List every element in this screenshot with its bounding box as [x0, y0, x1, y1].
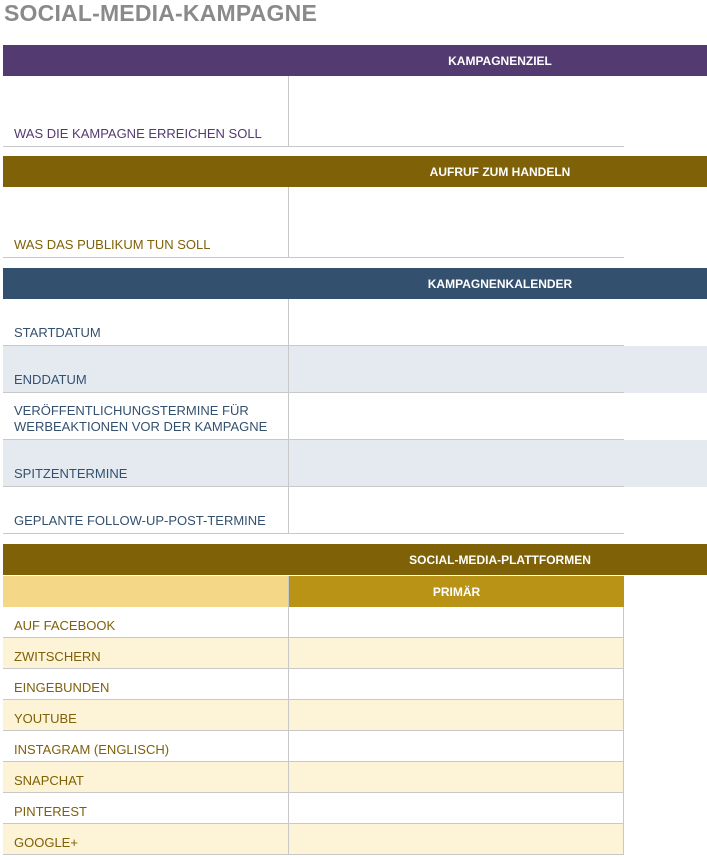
calendar-value-peak[interactable] — [289, 440, 624, 487]
platform-label-cell — [3, 793, 289, 824]
cta-label-cell — [3, 187, 289, 258]
platform-primary-instagram[interactable] — [289, 731, 624, 762]
calendar-value-followup[interactable] — [289, 487, 624, 534]
calendar-label-followup: GEPLANTE FOLLOW-UP-POST-TERMINE — [14, 513, 266, 528]
calendar-label-end: ENDDATUM — [14, 372, 87, 387]
cta-row — [3, 187, 624, 258]
platform-row — [3, 793, 624, 824]
calendar-label-start: STARTDATUM — [14, 325, 101, 340]
calendar-label-publish-line1: VERÖFFENTLICHUNGSTERMINE FÜR — [14, 403, 249, 418]
platform-label-instagram: INSTAGRAM (ENGLISCH) — [14, 742, 170, 757]
platforms-header — [3, 544, 707, 575]
calendar-label-peak: SPITZENTERMINE — [14, 466, 128, 481]
platform-label-facebook: AUF FACEBOOK — [14, 618, 116, 633]
cta-header — [3, 156, 707, 187]
platform-primary-googleplus[interactable] — [289, 824, 624, 855]
platform-primary-pinterest[interactable] — [289, 793, 624, 824]
platform-label-googleplus: GOOGLE+ — [14, 835, 78, 850]
cta-header-label: AUFRUF ZUM HANDELN — [429, 164, 571, 179]
page-title: SOCIAL-MEDIA-KAMPAGNE — [4, 0, 317, 26]
platform-label-youtube: YOUTUBE — [14, 711, 77, 726]
platform-label-cell — [3, 669, 289, 700]
platforms-header-label: SOCIAL-MEDIA-PLATTFORMEN — [409, 552, 591, 567]
platform-row — [3, 762, 624, 793]
calendar-row — [3, 487, 624, 534]
platform-primary-twitter[interactable] — [289, 638, 624, 669]
calendar-value-publish[interactable] — [289, 393, 624, 440]
platforms-column-blank — [3, 576, 289, 607]
calendar-label-cell — [3, 393, 289, 440]
calendar-label-cell — [3, 440, 289, 487]
calendar-header-label: KAMPAGNENKALENDER — [427, 276, 573, 291]
goal-label: WAS DIE KAMPAGNE ERREICHEN SOLL — [14, 126, 262, 141]
calendar-header — [3, 268, 707, 299]
platform-row — [3, 607, 624, 638]
platform-row — [3, 824, 624, 855]
calendar-label-cell — [3, 487, 289, 534]
calendar-label-cell — [3, 346, 289, 393]
goal-label-cell — [3, 76, 289, 147]
platform-label-linkedin: EINGEBUNDEN — [14, 680, 110, 695]
calendar-label-publish-line2: WERBEAKTIONEN VOR DER KAMPAGNE — [14, 419, 268, 434]
platform-label-pinterest: PINTEREST — [14, 804, 87, 819]
calendar-row — [3, 346, 707, 393]
platform-primary-linkedin[interactable] — [289, 669, 624, 700]
platform-label-cell — [3, 824, 289, 855]
platform-row — [3, 638, 624, 669]
calendar-label-cell — [3, 299, 289, 346]
platform-label-cell — [3, 762, 289, 793]
cta-input-cell[interactable] — [289, 187, 624, 258]
platform-row — [3, 669, 624, 700]
platform-label-twitter: ZWITSCHERN — [14, 649, 101, 664]
goal-header-label: KAMPAGNENZIEL — [448, 53, 552, 68]
cta-label: WAS DAS PUBLIKUM TUN SOLL — [14, 237, 211, 252]
goal-header — [3, 45, 707, 76]
platform-label-cell — [3, 731, 289, 762]
calendar-value-end[interactable] — [289, 346, 624, 393]
platform-row — [3, 700, 624, 731]
platform-primary-snapchat[interactable] — [289, 762, 624, 793]
platform-label-cell — [3, 638, 289, 669]
platform-label-cell — [3, 700, 289, 731]
platforms-primary-label: PRIMÄR — [432, 584, 481, 599]
platform-label-snapchat: SNAPCHAT — [14, 773, 84, 788]
platform-primary-youtube[interactable] — [289, 700, 624, 731]
platform-label-cell — [3, 607, 289, 638]
calendar-row — [3, 440, 707, 487]
calendar-value-start[interactable] — [289, 299, 624, 346]
goal-row — [3, 76, 624, 147]
calendar-row — [3, 299, 624, 346]
platform-primary-facebook[interactable] — [289, 607, 624, 638]
platforms-column-primary — [289, 576, 624, 607]
calendar-row — [3, 393, 624, 440]
goal-input-cell[interactable] — [289, 76, 624, 147]
platform-row — [3, 731, 624, 762]
